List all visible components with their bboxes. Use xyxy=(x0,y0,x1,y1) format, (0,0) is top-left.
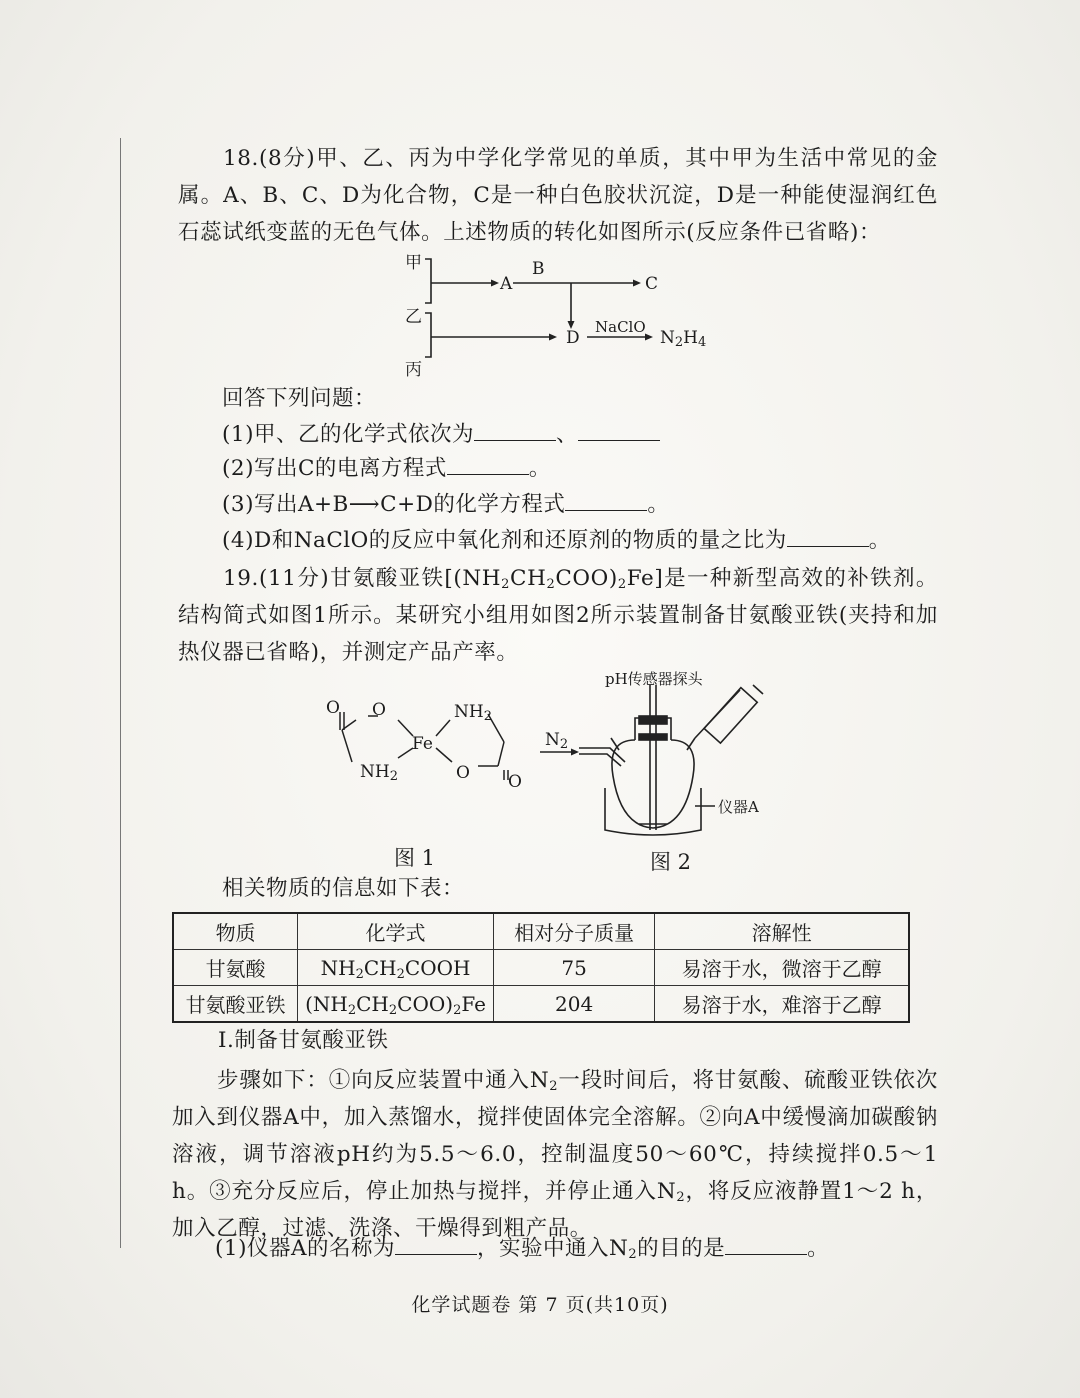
diag-naclo: NaClO xyxy=(595,318,646,336)
q18-answer-prompt: 回答下列问题： xyxy=(222,386,377,411)
header-substance: 物质 xyxy=(173,913,298,950)
fig1-fe: Fe xyxy=(412,734,433,754)
q18-conversion-diagram xyxy=(395,245,725,375)
fig1-O1: O xyxy=(326,698,340,718)
header-solubility: 溶解性 xyxy=(655,913,909,950)
q18-part2: (2)写出C的电离方程式 。 xyxy=(222,456,551,481)
header-formula: 化学式 xyxy=(298,913,494,950)
fig2-sensor-label: pH传感器探头 xyxy=(605,670,703,688)
fig1-O3: O xyxy=(456,763,470,783)
cell-formula: $(NH_2CH_2COO)_2Fe$ xyxy=(298,986,494,1023)
table-header-row xyxy=(173,913,909,950)
cell-solubility: 易溶于水，难溶于乙醇 xyxy=(655,986,909,1023)
fig2-n2-label: $N_2$ xyxy=(545,730,569,752)
q18-part3: (3)写出A+B⟶C+D的化学方程式 。 xyxy=(222,492,670,517)
cell-mass: 204 xyxy=(493,986,654,1023)
answer-blank[interactable] xyxy=(447,454,529,475)
answer-blank[interactable] xyxy=(395,1234,477,1255)
substance-info-table xyxy=(172,912,910,1023)
diag-B: B xyxy=(532,259,545,279)
diag-D: D xyxy=(566,328,580,348)
q18-intro: 18.(8分)甲、乙、丙为中学化学常见的单质，其中甲为生活中常见的金属。A、B、C、D为化合物，C是一种白色胶状沉淀，D是一种能使湿润红色石蕊试纸变蓝的无色气体。上述物质的转化如图所示(反应条件已省略)： xyxy=(178,146,938,245)
cell-mass: 75 xyxy=(493,950,654,986)
cell-solubility: 易溶于水，微溶于乙醇 xyxy=(655,950,909,986)
fig1-caption: 图 1 xyxy=(394,846,436,870)
fig2-caption: 图 2 xyxy=(650,850,692,874)
q19-part1: (1)仪器A的名称为 ，实验中通入$N_2$的目的是 。 xyxy=(215,1236,830,1262)
answer-blank[interactable] xyxy=(725,1234,807,1255)
cell-name: 甘氨酸亚铁 xyxy=(173,986,298,1023)
diag-A: A xyxy=(500,274,513,294)
fig1-O2: O xyxy=(372,700,386,720)
q19-intro: 19.(11分)甘氨酸亚铁$[(NH_2CH_2COO)_2Fe]$是一种新型高效的补铁剂。结构简式如图1所示。某研究小组用如图2所示装置制备甘氨酸亚铁(夹持和加热仪器已省略)，并测定产品产率。 xyxy=(178,566,938,665)
fig1-nh2-bottom: $NH_2$ xyxy=(360,762,398,784)
diag-n2h4: $N_2H_4$ xyxy=(660,328,707,350)
diag-C: C xyxy=(645,274,659,294)
table-row xyxy=(173,986,909,1023)
margin-rule xyxy=(120,138,121,1248)
answer-blank[interactable] xyxy=(578,420,660,441)
fig1-nh2-top: $NH_2$ xyxy=(454,702,492,724)
table-intro: 相关物质的信息如下表： xyxy=(222,876,465,901)
header-mass: 相对分子质量 xyxy=(493,913,654,950)
fig2-apparatus-a-label: 仪器A xyxy=(718,798,759,816)
page-footer: 化学试题卷 第 7 页(共10页) xyxy=(411,1294,669,1316)
answer-blank[interactable] xyxy=(474,420,556,441)
diag-jia: 甲 xyxy=(405,253,422,273)
diag-yi: 乙 xyxy=(405,307,422,327)
answer-blank[interactable] xyxy=(565,490,647,511)
q19-steps: 步骤如下：①向反应装置中通入$N_2$一段时间后，将甘氨酸、硫酸亚铁依次加入到仪器A中，加入蒸馏水，搅拌使固体完全溶解。②向A中缓慢滴加碳酸钠溶液，调节溶液pH约为5.5～6.0，控制温度50～60℃，持续搅拌0.5～1 h。③充分反应后，停止加热与搅拌，并停止通入$N_2$，将反应液静置1～2 h，加入乙醇，过滤、洗涤、干燥得到粗产品。 xyxy=(172,1068,938,1241)
q18-part1: (1)甲、乙的化学式依次为 、 xyxy=(222,418,660,452)
diag-bing: 丙 xyxy=(405,360,422,380)
table-row xyxy=(173,950,909,986)
fig2-apparatus xyxy=(535,680,785,850)
section-1-title: Ⅰ.制备甘氨酸亚铁 xyxy=(218,1028,389,1053)
answer-blank[interactable] xyxy=(787,526,869,547)
fig1-O4: O xyxy=(508,772,522,792)
q18-part4: (4)D和NaClO的反应中氧化剂和还原剂的物质的量之比为 。 xyxy=(222,528,891,553)
cell-name: 甘氨酸 xyxy=(173,950,298,986)
cell-formula: $NH_2CH_2COOH$ xyxy=(298,950,494,986)
